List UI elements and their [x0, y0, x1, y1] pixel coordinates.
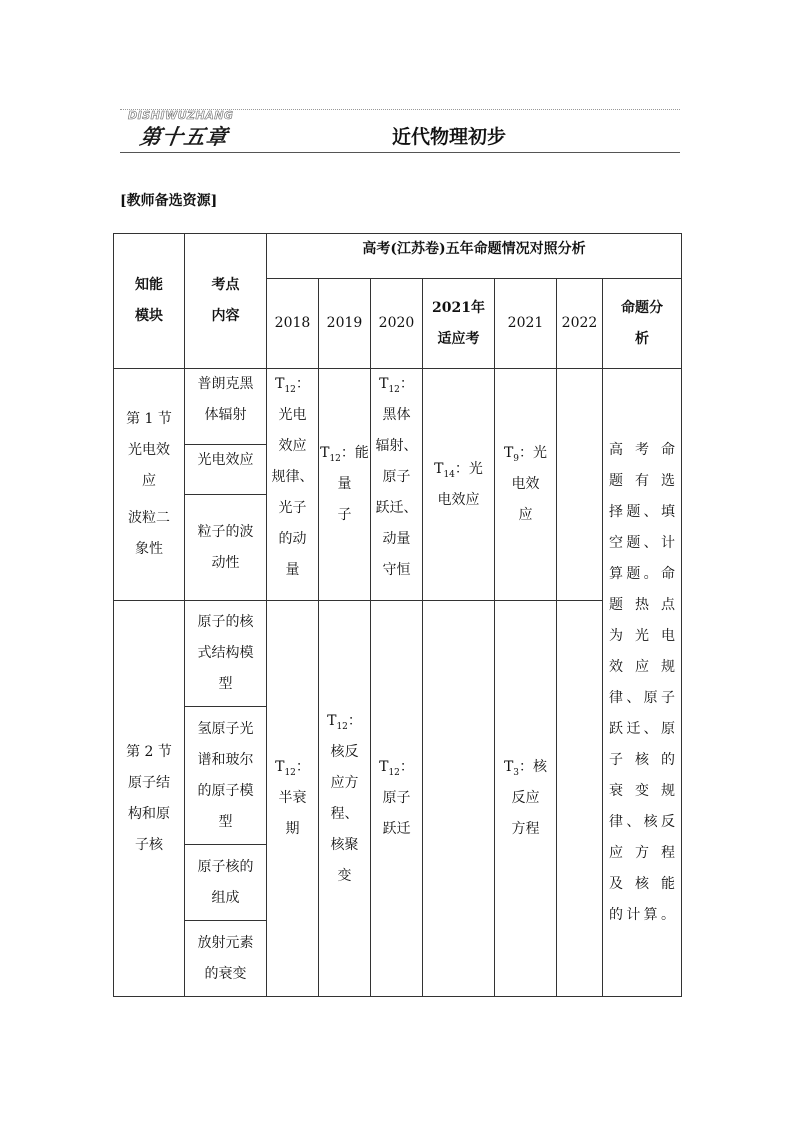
section2-2022	[557, 601, 603, 997]
section2-2021-adaptive	[423, 601, 495, 997]
section1-topic-wave-particle: 粒子的波 动性	[185, 495, 267, 601]
chapter-header	[120, 104, 680, 154]
header-rule	[120, 152, 680, 153]
year-2021: 2021	[495, 279, 557, 369]
section1-topic-photoelectric: 光电效应	[185, 445, 267, 495]
header-span: 高考(江苏卷)五年命题情况对照分析	[267, 234, 682, 279]
year-2021-adaptive: 2021年 适应考	[423, 279, 495, 369]
section1-2021: $T_9$：光 电效 应	[495, 369, 557, 601]
section2-topic-nuclear-model: 原子的核 式结构模 型	[185, 601, 267, 707]
section2-2018: $T_{12}$： 半衰 期	[267, 601, 319, 997]
section1-2021-adaptive: $T_{14}$：光 电效应	[423, 369, 495, 601]
header-analysis: 命题分 析	[603, 279, 682, 369]
exam-analysis-table	[113, 233, 682, 997]
header-module: 知能 模块	[114, 234, 185, 369]
section1-2018: $T_{12}$： 光电 效应 规律、 光子 的动 量	[267, 369, 319, 601]
section1-topic-blackbody: 普朗克黑 体辐射	[185, 369, 267, 445]
header-topic: 考点 内容	[185, 234, 267, 369]
chapter-number: 第十五章	[138, 125, 230, 149]
section1-name: 第 1 节 光电效 应 波粒二 象性	[114, 369, 185, 601]
section2-topic-nucleus: 原子核的 组成	[185, 845, 267, 921]
section2-2019: $T_{12}$： 核反 应方 程、 核聚 变	[319, 601, 371, 997]
chapter-pinyin: DISHIWUZHANG	[128, 109, 234, 122]
year-2019: 2019	[319, 279, 371, 369]
section1-2022	[557, 369, 603, 601]
year-2022: 2022	[557, 279, 603, 369]
section-label: [教师备选资源]	[120, 193, 218, 209]
section1-2020: $T_{12}$： 黑体 辐射、 原子 跃迁、 动量 守恒	[371, 369, 423, 601]
section2-topic-bohr-model: 氢原子光 谱和玻尔 的原子模 型	[185, 707, 267, 845]
section1-2019: $T_{12}$：能量 子	[319, 369, 371, 601]
section2-2020: $T_{12}$： 原子 跃迁	[371, 601, 423, 997]
analysis-cell: 高考命 题有选 择题、填 空题、计 算题。命 题热点 为光电 效应规 律、原子 跃迁、原 子核的 衰变规 律、核反 应方程 及核能 的计算。	[603, 369, 682, 997]
year-2020: 2020	[371, 279, 423, 369]
chapter-title: 近代物理初步	[392, 126, 507, 148]
section2-2021: $T_3$：核 反应 方程	[495, 601, 557, 997]
year-2018: 2018	[267, 279, 319, 369]
section2-name: 第 2 节 原子结 构和原 子核	[114, 601, 185, 997]
section2-topic-decay: 放射元素 的衰变	[185, 921, 267, 997]
